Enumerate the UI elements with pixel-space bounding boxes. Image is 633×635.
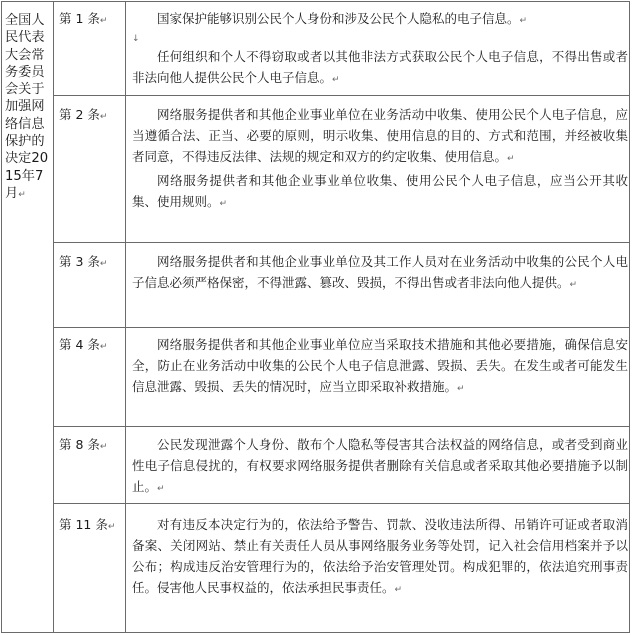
decision-title-text: 全国人民代表大会常务委员会关于加强网络信息保护的决定 (5, 13, 45, 167)
article-paragraph: 网络服务提供者和其他企业事业单位在业务活动中收集、使用公民个人电子信息，应当遵循合法、正当、必要的原则，明示收集、使用信息的目的、方式和范围，并经被收集者同意，不得违反法律、法规的规定和双方的约定收集、使用信息。↵ (132, 107, 628, 164)
row-divider (53, 95, 629, 96)
article-table (1, 1, 630, 633)
article-body (132, 8, 628, 91)
return-mark: ↵ (18, 189, 26, 200)
article-label: 第 8 条↵ (59, 437, 108, 452)
article-body (132, 251, 628, 296)
article-label: 第 11 条↵ (59, 517, 116, 532)
row-divider (53, 242, 629, 243)
article-paragraph: 网络服务提供者和其他企业事业单位及其工作人员对在业务活动中收集的公民个人电子信息必须严格保密，不得泄露、篡改、毁损，不得出售或者非法向他人提供。↵ (132, 254, 628, 290)
article-label: 第 3 条↵ (59, 254, 108, 269)
row-divider (53, 327, 629, 328)
article-paragraph: 任何组织和个人不得窃取或者以其他非法方式获取公民个人电子信息，不得出售或者非法向他人提供公民个人电子信息。↵ (132, 49, 628, 85)
decision-title-cell (2, 2, 54, 632)
decision-title (5, 12, 51, 204)
column-divider (125, 2, 126, 632)
row-divider (53, 426, 629, 427)
article-label: 第 2 条↵ (59, 107, 108, 122)
article-body (132, 104, 628, 215)
article-paragraph: 网络服务提供者和其他企业事业单位应当采取技术措施和其他必要措施，确保信息安全，防止在业务活动中收集的公民个人电子信息泄露、毁损、丢失。在发生或者可能发生信息泄露、毁损、丢失的情况时，应当立即采取补救措施。↵ (132, 337, 628, 394)
row-divider (53, 503, 629, 504)
arrow-mark: ↓ (132, 34, 140, 44)
article-label: 第 4 条↵ (59, 337, 108, 352)
article-body (132, 514, 628, 601)
article-paragraph: 网络服务提供者和其他企业事业单位收集、使用公民个人电子信息，应当公开其收集、使用规则。↵ (132, 173, 628, 209)
decision-date: 2015年7月 (5, 151, 49, 201)
article-label: 第 1 条↵ (59, 11, 108, 26)
article-body (132, 334, 628, 400)
article-body (132, 434, 628, 500)
article-paragraph: 对有违反本决定行为的，依法给予警告、罚款、没收违法所得、吊销许可证或者取消备案、关闭网站、禁止有关责任人员从事网络服务业务等处罚，记入社会信用档案并予以公布；构成违反治安管理行为的，依法给予治安管理处罚。构成犯罪的，依法追究刑事责任。侵害他人民事权益的，依法承担民事责任。↵ (132, 517, 628, 595)
article-paragraph: 国家保护能够识别公民个人身份和涉及公民个人隐私的电子信息。↵ (157, 11, 528, 26)
article-paragraph: 公民发现泄露个人身份、散布个人隐私等侵害其合法权益的网络信息，或者受到商业性电子信息侵扰的，有权要求网络服务提供者删除有关信息或者采取其他必要措施予以制止。↵ (132, 437, 628, 494)
